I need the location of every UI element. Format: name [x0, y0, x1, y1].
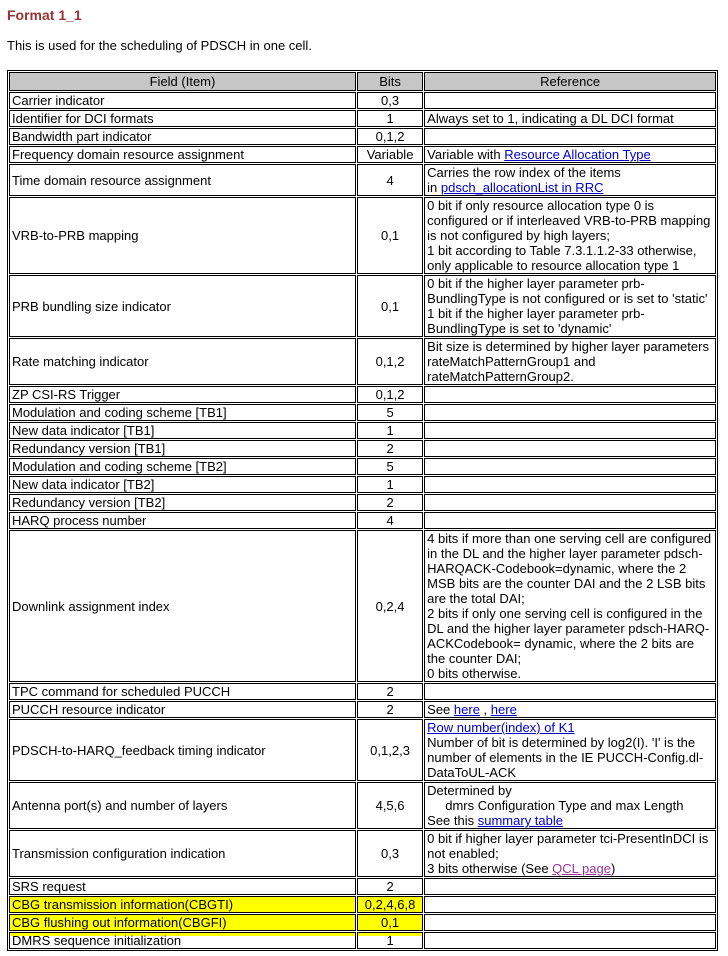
reference-cell: 4 bits if more than one serving cell are configured in the DL and the higher layer parameter pdsch-HARQACK-Codebook=dynamic, where the 2 MSB bits are the counter DAI and the 2 LSB bits are the total DAI; 2 bits if only one serving cell is configured in the DL and the higher layer parameter pdsch-HARQ-ACKCodebook= dynamic, where the 2 bits are the counter DAI; 0 bits otherwise. [424, 530, 716, 682]
field-cell: Bandwidth part indicator [9, 128, 356, 145]
reference-cell: Carries the row index of the items in pdsch_allocationList in RRC [424, 164, 716, 196]
reference-cell [424, 386, 716, 403]
reference-cell [424, 458, 716, 475]
table-row [9, 197, 716, 274]
table-row [9, 683, 716, 700]
reference-cell: Determined by dmrs Configuration Type and max Length See this summary table [424, 782, 716, 829]
field-cell: Transmission configuration indication [9, 830, 356, 877]
reference-cell [424, 683, 716, 700]
field-cell: Antenna port(s) and number of layers [9, 782, 356, 829]
bits-cell: 1 [357, 932, 423, 949]
field-cell: Redundancy version [TB2] [9, 494, 356, 511]
bits-cell: 4 [357, 512, 423, 529]
table-header-row [9, 72, 716, 91]
field-cell: PRB bundling size indicator [9, 275, 356, 337]
table-row [9, 830, 716, 877]
reference-cell [424, 896, 716, 913]
reference-cell: Row number(index) of K1 Number of bit is determined by log2(I). 'I' is the number of elements in the IE PUCCH-Config.dl-DataToUL-ACK [424, 719, 716, 781]
bits-cell: 5 [357, 404, 423, 421]
bits-cell: 2 [357, 701, 423, 718]
field-cell: Modulation and coding scheme [TB2] [9, 458, 356, 475]
intro-text: This is used for the scheduling of PDSCH in one cell. [7, 38, 312, 53]
bits-cell: 2 [357, 683, 423, 700]
table-row [9, 338, 716, 385]
field-cell: VRB-to-PRB mapping [9, 197, 356, 274]
table-row [9, 914, 716, 931]
field-cell: Redundancy version [TB1] [9, 440, 356, 457]
field-cell: Identifier for DCI formats [9, 110, 356, 127]
reference-link[interactable]: summary table [477, 813, 563, 828]
field-cell: CBG transmission information(CBGTI) [9, 896, 356, 913]
bits-cell: 0,1 [357, 275, 423, 337]
bits-cell: 2 [357, 440, 423, 457]
table-row [9, 146, 716, 163]
field-cell: Frequency domain resource assignment [9, 146, 356, 163]
reference-cell: Bit size is determined by higher layer parameters rateMatchPatternGroup1 and rateMatchPatternGroup2. [424, 338, 716, 385]
reference-link[interactable]: Resource Allocation Type [504, 147, 651, 162]
bits-cell: 0,1,2,3 [357, 719, 423, 781]
reference-cell: Always set to 1, indicating a DL DCI format [424, 110, 716, 127]
bits-cell: 4 [357, 164, 423, 196]
table-row [9, 164, 716, 196]
bits-cell: 0,3 [357, 92, 423, 109]
bits-cell: 0,1 [357, 914, 423, 931]
bits-cell: Variable [357, 146, 423, 163]
field-cell: DMRS sequence initialization [9, 932, 356, 949]
field-cell: HARQ process number [9, 512, 356, 529]
table-row [9, 512, 716, 529]
dci-format-table [7, 70, 718, 951]
reference-cell [424, 512, 716, 529]
bits-cell: 0,2,4 [357, 530, 423, 682]
table-row [9, 128, 716, 145]
bits-cell: 0,3 [357, 830, 423, 877]
table-row [9, 494, 716, 511]
bits-cell: 0,1 [357, 197, 423, 274]
reference-cell [424, 404, 716, 421]
reference-link[interactable]: Row number(index) of K1 [427, 720, 575, 735]
bits-cell: 5 [357, 458, 423, 475]
field-cell: Carrier indicator [9, 92, 356, 109]
reference-cell [424, 422, 716, 439]
table-row [9, 476, 716, 493]
reference-cell [424, 878, 716, 895]
column-header-reference: Reference [424, 72, 716, 91]
reference-cell: 0 bit if only resource allocation type 0 is configured or if interleaved VRB-to-PRB mapping is not configured by high layers; 1 bit according to Table 7.3.1.1.2-33 otherwise, only applicable to resource allocation type 1 [424, 197, 716, 274]
reference-cell [424, 914, 716, 931]
reference-link[interactable]: here [453, 702, 480, 717]
table-row [9, 719, 716, 781]
table-body [9, 92, 716, 949]
table-row [9, 275, 716, 337]
reference-cell: 0 bit if higher layer parameter tci-PresentInDCI is not enabled; 3 bits otherwise (See QCL page) [424, 830, 716, 877]
field-cell: PUCCH resource indicator [9, 701, 356, 718]
bits-cell: 4,5,6 [357, 782, 423, 829]
reference-cell [424, 476, 716, 493]
field-cell: New data indicator [TB1] [9, 422, 356, 439]
reference-cell [424, 128, 716, 145]
field-cell: PDSCH-to-HARQ_feedback timing indicator [9, 719, 356, 781]
field-cell: Downlink assignment index [9, 530, 356, 682]
table-row [9, 878, 716, 895]
reference-cell [424, 494, 716, 511]
reference-cell: 0 bit if the higher layer parameter prb-BundlingType is not configured or is set to 'static' 1 bit if the higher layer parameter prb-BundlingType is set to 'dynamic' [424, 275, 716, 337]
reference-link[interactable]: here [490, 702, 517, 717]
table-row [9, 386, 716, 403]
reference-cell [424, 440, 716, 457]
bits-cell: 0,1,2 [357, 338, 423, 385]
table-row [9, 782, 716, 829]
table-row [9, 458, 716, 475]
table-row [9, 701, 716, 718]
bits-cell: 0,2,4,6,8 [357, 896, 423, 913]
bits-cell: 0,1,2 [357, 128, 423, 145]
table-row [9, 440, 716, 457]
column-header-bits: Bits [357, 72, 423, 91]
bits-cell: 1 [357, 110, 423, 127]
field-cell: SRS request [9, 878, 356, 895]
table-row [9, 110, 716, 127]
reference-link[interactable]: pdsch_allocationList in RRC [440, 180, 604, 195]
table-row [9, 530, 716, 682]
bits-cell: 2 [357, 494, 423, 511]
page-title: Format 1_1 [7, 7, 82, 23]
column-header-field: Field (Item) [9, 72, 356, 91]
field-cell: TPC command for scheduled PUCCH [9, 683, 356, 700]
field-cell: New data indicator [TB2] [9, 476, 356, 493]
bits-cell: 2 [357, 878, 423, 895]
bits-cell: 0,1,2 [357, 386, 423, 403]
table-row [9, 896, 716, 913]
field-cell: Time domain resource assignment [9, 164, 356, 196]
reference-cell [424, 932, 716, 949]
field-cell: ZP CSI-RS Trigger [9, 386, 356, 403]
reference-cell: Variable with Resource Allocation Type [424, 146, 716, 163]
table-row [9, 422, 716, 439]
reference-link[interactable]: QCL page [552, 861, 611, 876]
field-cell: CBG flushing out information(CBGFI) [9, 914, 356, 931]
reference-cell [424, 92, 716, 109]
table-row [9, 932, 716, 949]
field-cell: Modulation and coding scheme [TB1] [9, 404, 356, 421]
table-row [9, 92, 716, 109]
reference-cell: See here , here [424, 701, 716, 718]
table-row [9, 404, 716, 421]
bits-cell: 1 [357, 476, 423, 493]
bits-cell: 1 [357, 422, 423, 439]
field-cell: Rate matching indicator [9, 338, 356, 385]
